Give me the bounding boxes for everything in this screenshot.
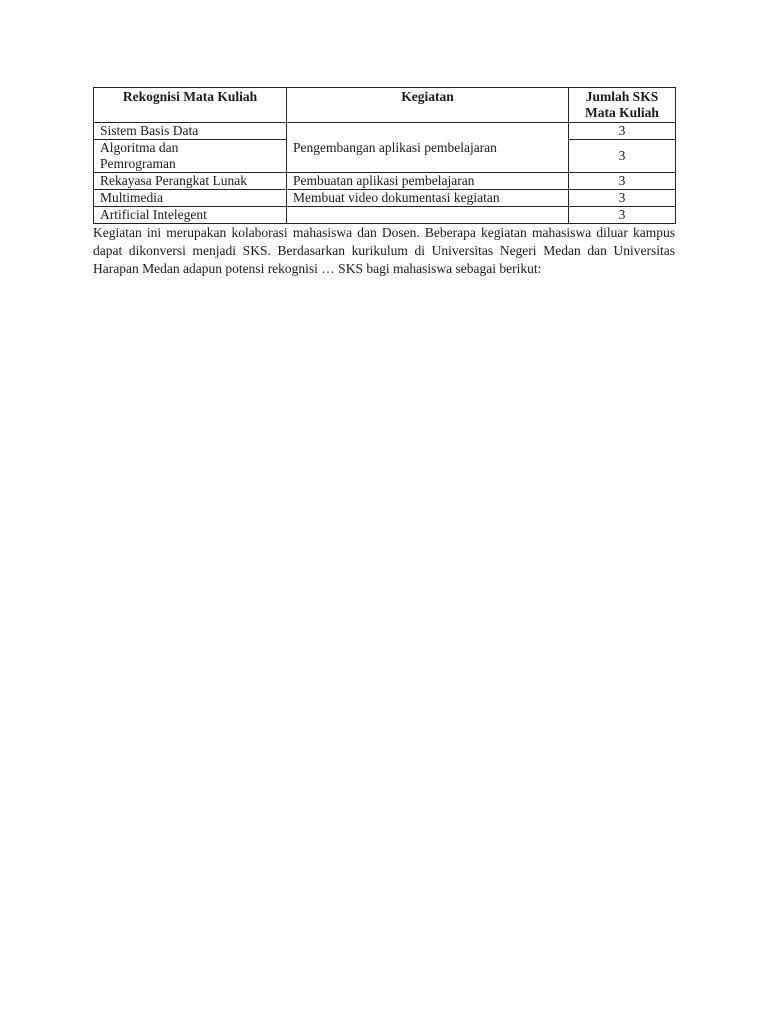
course-cell: Artificial Intelegent [94, 207, 287, 224]
table-row [94, 207, 676, 224]
table-row [94, 190, 676, 207]
recognition-table [93, 87, 676, 224]
table-row [94, 123, 676, 140]
course-line2: Pemrograman [100, 156, 176, 171]
activity-cell: Pembuatan aplikasi pembelajaran [287, 173, 569, 190]
sks-cell: 3 [569, 140, 676, 173]
course-cell: Rekayasa Perangkat Lunak [94, 173, 287, 190]
header-kegiatan: Kegiatan [287, 88, 569, 123]
header-rekognisi-mata-kuliah: Rekognisi Mata Kuliah [94, 88, 287, 123]
course-line1: Algoritma dan [100, 140, 179, 155]
table-row [94, 173, 676, 190]
header-jumlah-sks-line1: Jumlah SKS [585, 89, 659, 104]
header-jumlah-sks-line2: Mata Kuliah [585, 105, 659, 120]
course-cell [94, 140, 287, 173]
course-cell: Multimedia [94, 190, 287, 207]
sks-cell: 3 [569, 190, 676, 207]
sks-cell: 3 [569, 173, 676, 190]
activity-cell [287, 207, 569, 224]
course-cell: Sistem Basis Data [94, 123, 287, 140]
body-paragraph: Kegiatan ini merupakan kolaborasi mahasiswa dan Dosen. Beberapa kegiatan mahasiswa diluar kampus dapat dikonversi menjadi SKS. Berdasarkan kurikulum di Universitas Negeri Medan dan Universitas Harapan Medan adapun potensi rekognisi … SKS bagi mahasiswa sebagai berikut: [93, 225, 675, 276]
table-header-row [94, 88, 676, 123]
document-page [93, 87, 675, 278]
sks-cell: 3 [569, 123, 676, 140]
sks-cell: 3 [569, 207, 676, 224]
header-jumlah-sks [569, 88, 676, 123]
activity-cell-merged: Pengembangan aplikasi pembelajaran [287, 123, 569, 173]
activity-cell: Membuat video dokumentasi kegiatan [287, 190, 569, 207]
